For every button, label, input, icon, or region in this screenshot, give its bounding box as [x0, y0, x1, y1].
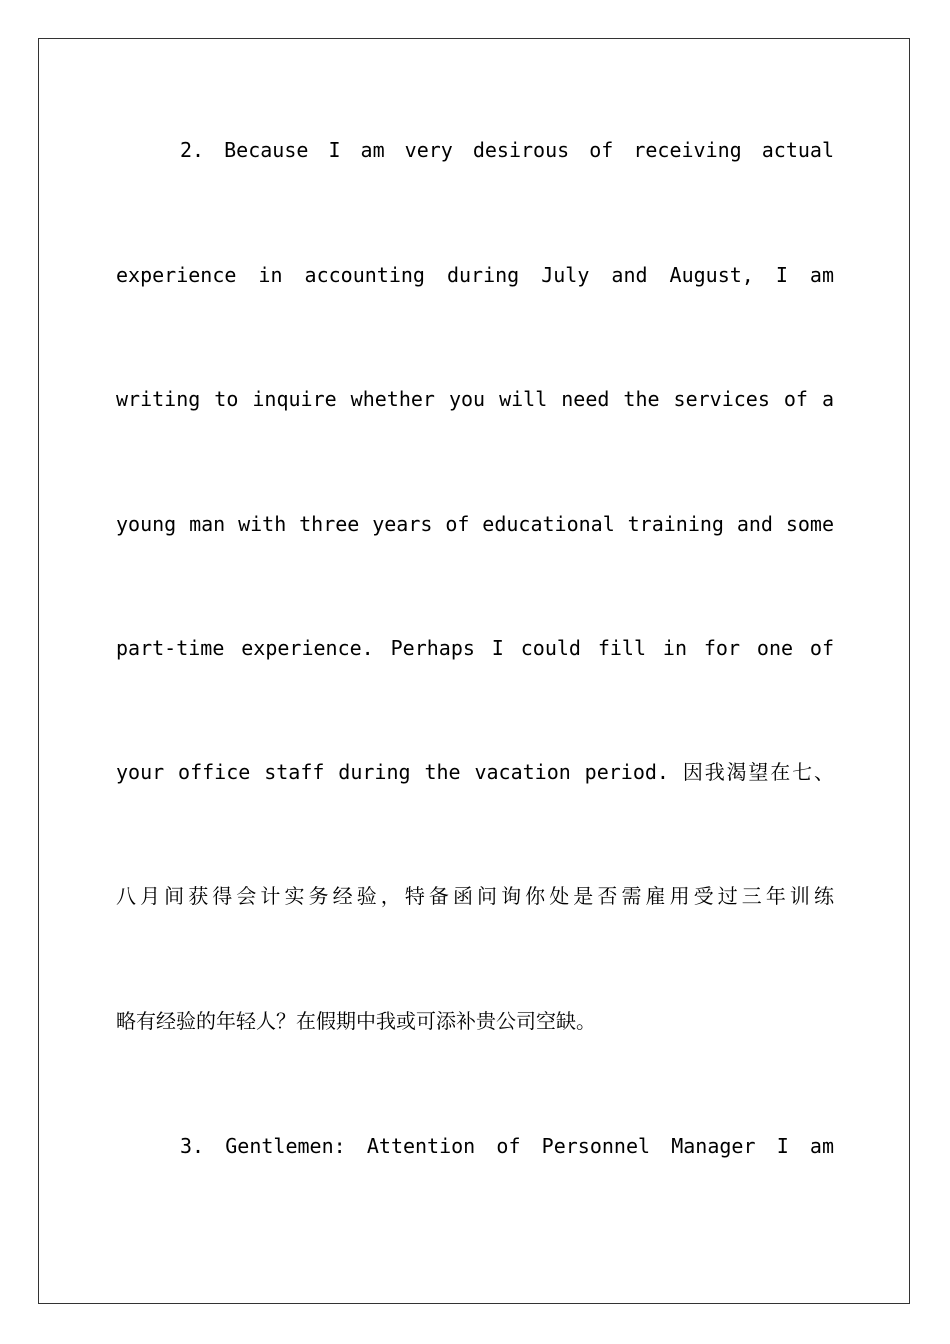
text-line-3: writing to inquire whether you will need the services of a	[116, 387, 834, 411]
text-line-6: your office staff during the vacation period. 因我渴望在七、	[116, 760, 834, 784]
page-frame	[38, 38, 910, 1304]
text-line-2: experience in accounting during July and August, I am	[116, 263, 834, 287]
text-line-4: young man with three years of educational training and some	[116, 512, 834, 536]
text-line-5: part-time experience. Perhaps I could fill in for one of	[116, 636, 834, 660]
text-line-9: 3. Gentlemen: Attention of Personnel Manager I am	[180, 1134, 834, 1158]
text-line-8: 略有经验的年轻人？在假期中我或可添补贵公司空缺。	[116, 1009, 596, 1033]
text-line-1: 2. Because I am very desirous of receiving actual	[180, 138, 834, 162]
text-line-7: 八月间获得会计实务经验，特备函问询你处是否需雇用受过三年训练	[116, 884, 834, 908]
